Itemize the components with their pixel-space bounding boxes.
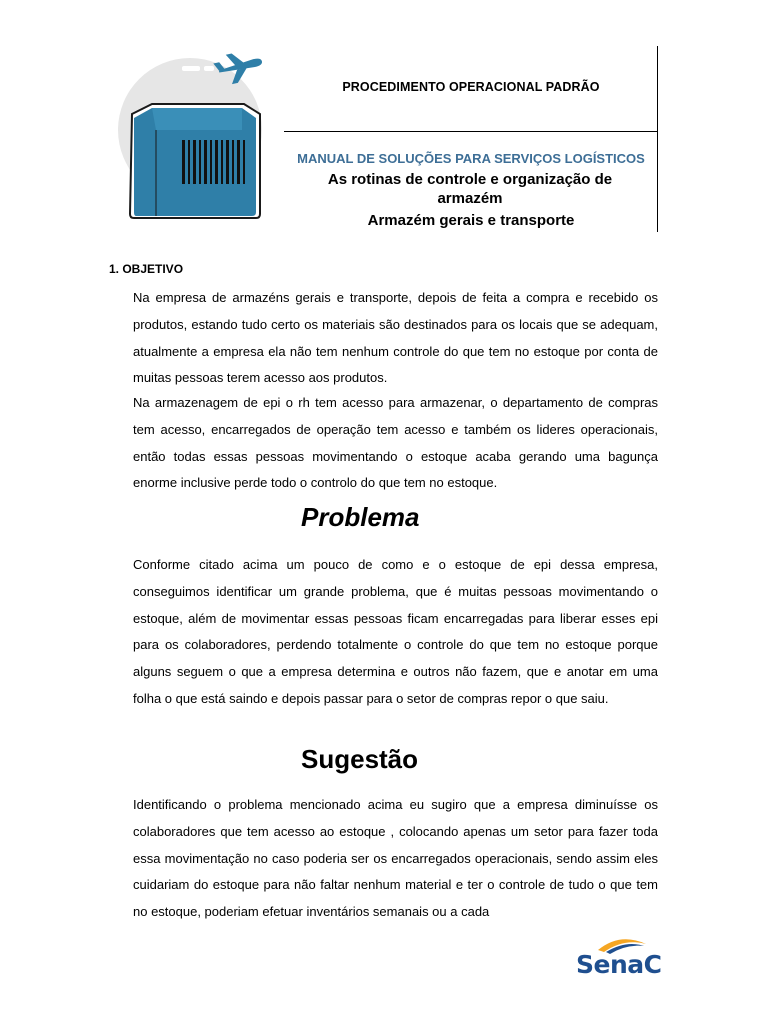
paragraph-problema: Conforme citado acima um pouco de como e o estoque de epi dessa empresa, conseguimos identificar um grande problema, que é muitas pessoas movimentando o estoque, além de movimentar essas pessoas ficam encarregadas para liberar esses epi para os colaboradores, perdendo totalmente o controle do que tem no estoque porque alguns seguem o que a empresa determina e outros não fazem, que e anotar em uma folha o que está saindo e depois passar para o setor de compras repor o que saiu.	[133, 557, 658, 706]
section-heading-objetivo: 1. OBJETIVO	[109, 262, 184, 276]
paragraph-objetivo-1: Na empresa de armazéns gerais e transporte, depois de feita a compra e recebido os produtos, estando tudo certo os materiais são destinados para os locais que se adequam, atualmente a empresa ela não tem nenhum controle do que tem no estoque por conta de muitas pessoas terem acesso aos produtos.	[133, 290, 658, 386]
senac-logo	[576, 930, 662, 980]
header-vertical-divider	[657, 46, 658, 232]
paragraph-objetivo-2: Na armazenagem de epi o rh tem acesso para armazenar, o departamento de compras tem acesso, encarregados de operação tem acesso e também os lideres operacionais, então todas essas pessoas movimentando o estoque acaba gerando uma bagunça enorme inclusive perde todo o controlo do que tem no estoque.	[133, 395, 658, 491]
section-heading-problema: Problema	[301, 502, 420, 532]
document-title: PROCEDIMENTO OPERACIONAL PADRÃO	[342, 80, 600, 94]
senac-logo-text: SenaC	[576, 950, 662, 979]
subtitle-armazem: Armazém gerais e transporte	[367, 212, 575, 229]
section-heading-sugestao: Sugestão	[301, 744, 419, 774]
subtitle-rotinas: As rotinas de controle e organização de armazém	[327, 171, 613, 207]
manual-title: MANUAL DE SOLUÇÕES PARA SERVIÇOS LOGÍSTICOS	[297, 151, 645, 166]
container-plane-icon	[112, 44, 272, 224]
logistics-illustration	[112, 44, 272, 224]
header-horizontal-divider	[284, 131, 658, 132]
paragraph-sugestao: Identificando o problema mencionado acima eu sugiro que a empresa diminuísse os colaboradores que tem acesso ao estoque , colocando apenas um setor para fazer toda essa movimentação no caso poderia ser os encarregados operacionais, sendo assim eles cuidariam do estoque para não faltar nenhum material e ter o controle de tudo o que tem no estoque, poderiam efetuar inventários semanais ou a cada	[133, 797, 658, 920]
